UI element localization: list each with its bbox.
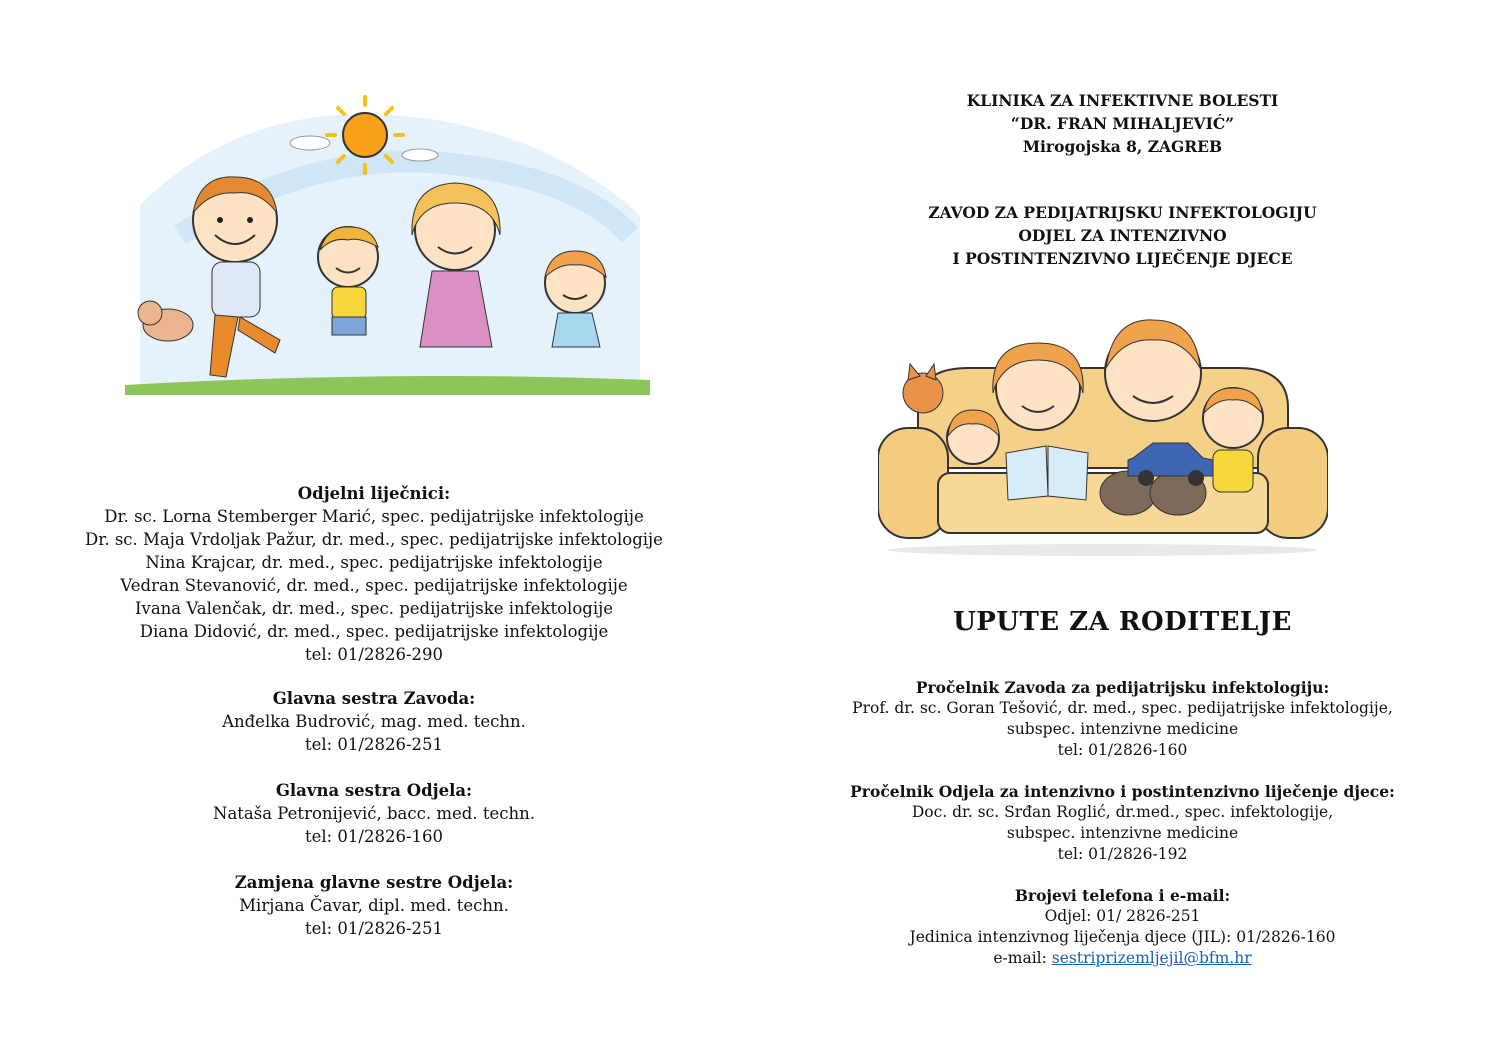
clinic-name: KLINIKA ZA INFEKTIVNE BOLESTI — [966, 91, 1279, 110]
title-section — [748, 607, 1497, 637]
family-sofa-illustration — [878, 298, 1328, 560]
right-page — [748, 0, 1497, 1058]
department-head-title: subspec. intenzivne medicine — [1006, 824, 1239, 842]
cat-icon — [903, 364, 943, 413]
head-nurse-institute-name: Anđelka Budrović, mag. med. techn. — [222, 712, 526, 731]
doctor-line: Vedran Stevanović, dr. med., spec. pedijatrijske infektologije — [120, 576, 628, 595]
email-line — [748, 948, 1497, 969]
doctors-heading: Odjelni liječnici: — [297, 484, 451, 503]
head-nurse-department-phone: tel: 01/2826-160 — [304, 827, 444, 846]
clinic-name-2: “DR. FRAN MIHALJEVIĆ” — [1010, 114, 1235, 133]
department-head-heading: Pročelnik Odjela za intenzivno i postintenzivno liječenje djece: — [850, 782, 1395, 801]
institute-head-title: subspec. intenzivne medicine — [1006, 720, 1239, 738]
deputy-head-nurse-heading: Zamjena glavne sestre Odjela: — [234, 873, 514, 892]
doctor-line: Nina Krajcar, dr. med., spec. pedijatrijske infektologije — [145, 553, 603, 572]
department-line: ODJEL ZA INTENZIVNO — [1018, 226, 1227, 245]
contacts-heading: Brojevi telefona i e-mail: — [1014, 886, 1231, 905]
head-nurse-department-name: Nataša Petronijević, bacc. med. techn. — [213, 804, 535, 823]
clinic-header — [748, 89, 1497, 158]
department-line: ZAVOD ZA PEDIJATRIJSKU INFEKTOLOGIJU — [928, 203, 1317, 222]
head-nurse-department-heading: Glavna sestra Odjela: — [275, 781, 473, 800]
doctor-line: Dr. sc. Lorna Stemberger Marić, spec. pedijatrijske infektologije — [104, 507, 644, 526]
institute-head-section — [748, 677, 1497, 761]
deputy-head-nurse-phone: tel: 01/2826-251 — [304, 919, 444, 938]
doctors-phone: tel: 01/2826-290 — [304, 645, 444, 664]
contacts-section — [748, 885, 1497, 969]
doctor-line: Dr. sc. Maja Vrdoljak Pažur, dr. med., spec. pedijatrijske infektologije — [85, 530, 663, 549]
head-nurse-institute-section — [0, 687, 748, 756]
family-walking-illustration — [120, 85, 655, 415]
doctor-line: Diana Didović, dr. med., spec. pedijatrijske infektologije — [139, 622, 609, 641]
page-title: UPUTE ZA RODITELJE — [953, 607, 1292, 637]
department-header — [748, 201, 1497, 270]
head-nurse-institute-phone: tel: 01/2826-251 — [304, 735, 444, 754]
head-nurse-department-section — [0, 779, 748, 848]
deputy-head-nurse-section — [0, 871, 748, 940]
email-link[interactable]: sestriprizemljejil@bfm.hr — [1051, 949, 1252, 967]
institute-head-heading: Pročelnik Zavoda za pedijatrijsku infektologiju: — [915, 678, 1330, 697]
department-head-section — [748, 781, 1497, 865]
clinic-address: Mirogojska 8, ZAGREB — [1022, 137, 1223, 156]
left-page — [0, 0, 748, 1058]
department-line: I POSTINTENZIVNO LIJEČENJE DJECE — [952, 249, 1293, 268]
doctor-line: Ivana Valenčak, dr. med., spec. pedijatrijske infektologije — [135, 599, 613, 618]
icu-phone: Jedinica intenzivnog liječenja djece (JIL): 01/2826-160 — [909, 928, 1336, 946]
institute-head-name: Prof. dr. sc. Goran Tešović, dr. med., spec. pedijatrijske infektologije, — [852, 699, 1393, 717]
department-head-phone: tel: 01/2826-192 — [1057, 845, 1188, 863]
head-nurse-institute-heading: Glavna sestra Zavoda: — [272, 689, 476, 708]
deputy-head-nurse-name: Mirjana Čavar, dipl. med. techn. — [239, 896, 509, 915]
department-head-name: Doc. dr. sc. Srđan Roglić, dr.med., spec. infektologije, — [911, 803, 1334, 821]
doctors-section — [0, 482, 748, 666]
department-phone: Odjel: 01/ 2826-251 — [1044, 907, 1201, 925]
email-label: e-mail: — [993, 949, 1052, 967]
institute-head-phone: tel: 01/2826-160 — [1057, 741, 1188, 759]
